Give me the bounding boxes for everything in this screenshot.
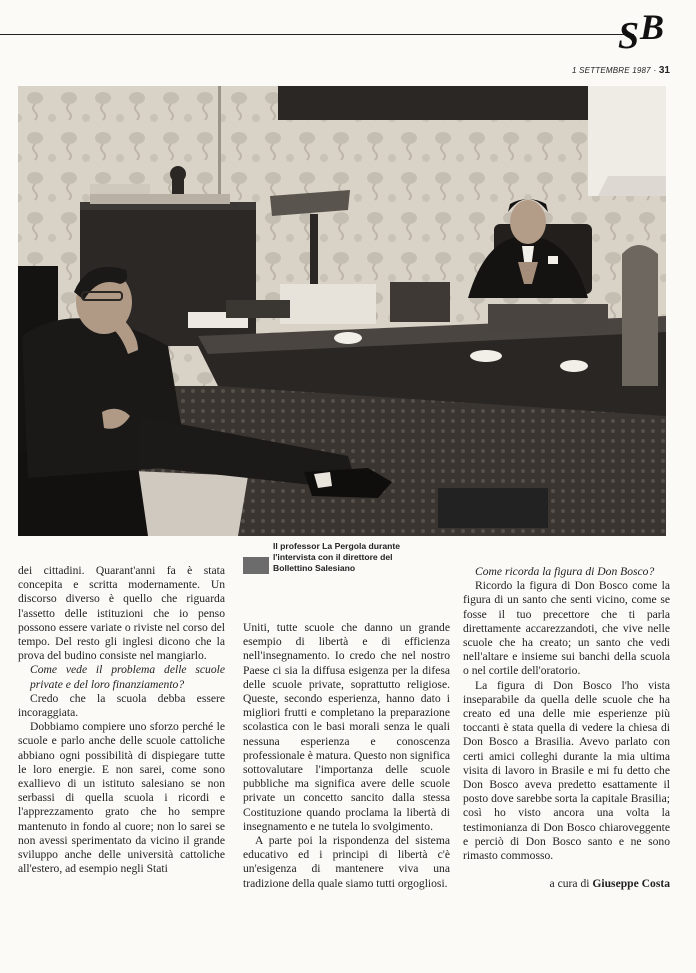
paragraph: Uniti, tutte scuole che danno un grande esempio di libertà e di efficienza nell'insegnamento. Io credo che nel nostro Paese ci sia la diffusa esigenza per la difesa delle scuole private, soprattutto religiose. Queste, secondo esperienza, hanno dato i migliori frutti e completano la preparazione scolastica con le basi morali senza le quali nessuna esperienza e conoscenza professionale è matura. Questo non significa sottovalutare l'importanza delle scuole pubbliche ma significa avere delle scuole private un concetto sancito dalla stessa Costituzione quando proclama la libertà di insegnamento e ne tutela lo svolgimento. <box>243 621 450 833</box>
interview-question: Come ricorda la figura di Don Bosco? <box>475 565 655 578</box>
interview-question: Come vede il problema delle scuole private e del loro finanziamento? <box>30 663 225 691</box>
logo-letter-s: S <box>618 15 640 57</box>
photo-caption <box>243 541 453 574</box>
paragraph: Dobbiamo compiere uno sforzo perché le scuole e parlo anche delle scuole cattoliche abbiano ogni possibilità di dispiegare tutte le loro energie. E non sarei, come sono exallievo di un istituto salesiano se non serbassi di quella scuola i ricordi e l'apprezzamento grato che ho sempre mantenuto in fondo al cuore; non lo sarei se non avessi sperimentato da vicino il grande sviluppo anche delle università cattoliche all'estero, ad esempio negli Stati <box>18 720 225 876</box>
article-column-1 <box>18 564 225 876</box>
author-name: Giuseppe Costa <box>592 877 670 891</box>
header-rule <box>0 34 634 35</box>
folio-separator: · <box>653 65 657 75</box>
magazine-logo <box>618 7 678 57</box>
paragraph: A parte poi la rispondenza del sistema educativo ed i principi di libertà c'è un'esigenza di mantenere viva una tradizione della quale siamo tutti orgogliosi. <box>243 834 450 890</box>
issue-date: 1 SETTEMBRE 1987 <box>572 66 651 75</box>
caption-line: Il professor La Pergola durante <box>273 541 401 551</box>
paragraph: Ricordo la figura di Don Bosco come la figura di un santo che senti vicino, come se fosse il tuo precettore che ti parla direttamente accarezzandoti, che vive nelle scuole che ha creato; un santo che vedi nell'altare e insieme sui banchi della scuola o nel cortile dell'oratorio. <box>463 579 670 678</box>
caption-line: l'intervista con il direttore del <box>273 552 393 562</box>
article-column-3 <box>463 565 670 891</box>
interview-photo <box>18 86 666 536</box>
signature-prefix: a cura di <box>549 877 590 891</box>
page-number: 31 <box>658 65 670 76</box>
paragraph: Credo che la scuola debba essere incoraggiata. <box>18 691 225 720</box>
paragraph: dei cittadini. Quarant'anni fa è stata concepita e scritta modernamente. Un discorso diverso è quello che riguarda l'assetto delle istituzioni che io penso possono essere variate o riviste nel corso del tempo. Del resto gli inglesi dicono che la prova del budino consiste nel mangiarlo. <box>18 564 225 663</box>
paragraph: La figura di Don Bosco l'ho vista inseparabile da quella delle scuole che ha creato ed una delle mie esperienze più toccanti è stata quella di vedere la chiesa di Don Bosco a Brasilia. Avevo parlato con certi amici colleghi durante la mia ultima visita di lavoro in Brasile e mi fu detto che Don Bosco aveva predetto esattamente il posto dove sarebbe sorta la capitale Brasilia; così ho visto ancora una volta la testimonianza di Don Bosco chiaroveggente e perciò di Don Bosco santo e ne sono rimasto commosso. <box>463 678 670 863</box>
logo-letter-b: B <box>640 7 665 47</box>
author-signature <box>463 877 670 891</box>
caption-line: Bollettino Salesiano <box>273 563 356 573</box>
article-column-2 <box>243 621 450 891</box>
page-folio <box>572 65 670 76</box>
